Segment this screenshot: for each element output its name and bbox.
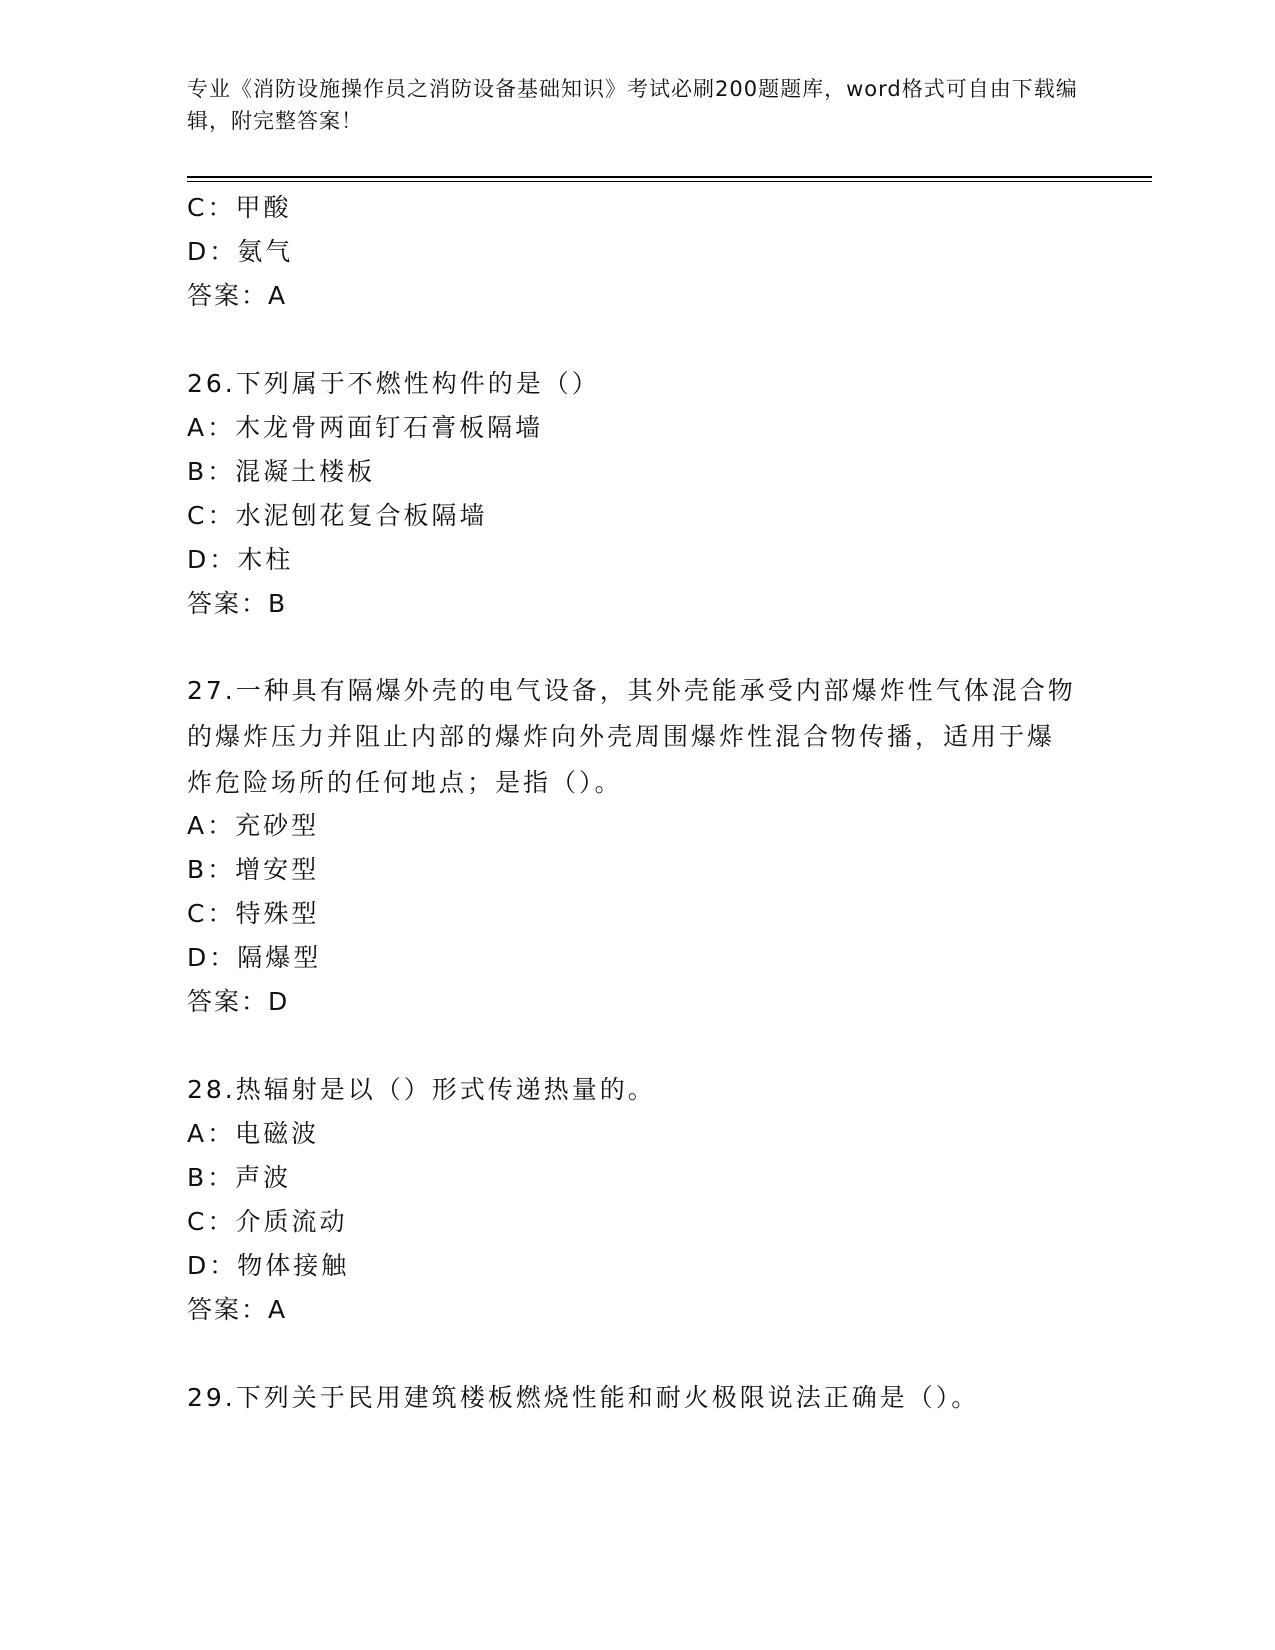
q25-option-c: C：甲酸 [187, 193, 292, 222]
q26-stem: 26.下列属于不燃性构件的是（） [187, 369, 600, 398]
q26-option-c: C：水泥刨花复合板隔墙 [187, 501, 488, 530]
header-rule-thick [187, 176, 1152, 178]
q25-option-d: D：氨气 [187, 237, 294, 266]
q27-option-c: C：特殊型 [187, 899, 320, 928]
q28-stem: 28.热辐射是以（）形式传递热量的。 [187, 1075, 656, 1104]
page-header: 专业《消防设施操作员之消防设备基础知识》考试必刷200题题库，word格式可自由下载编辑，附完整答案！ [187, 77, 1078, 133]
q27-stem: 27.一种具有隔爆外壳的电气设备，其外壳能承受内部爆炸性气体混合物的爆炸压力并阻止内部的爆炸向外壳周围爆炸性混合物传播，适用于爆炸危险场所的任何地点；是指（）。 [187, 676, 1076, 797]
q27-option-a: A：充砂型 [187, 811, 320, 840]
q26-option-b: B：混凝土楼板 [187, 457, 376, 486]
q27-answer: 答案：D [187, 987, 290, 1016]
q28-answer: 答案：A [187, 1295, 288, 1324]
q28-option-a: A：电磁波 [187, 1119, 320, 1148]
q27-option-d: D：隔爆型 [187, 943, 322, 972]
q29-stem: 29.下列关于民用建筑楼板燃烧性能和耐火极限说法正确是（）。 [187, 1383, 980, 1412]
q28-option-c: C：介质流动 [187, 1207, 348, 1236]
q27-option-b: B：增安型 [187, 855, 320, 884]
q28-option-b: B：声波 [187, 1163, 292, 1192]
header-rule-thin [187, 181, 1152, 182]
q26-option-a: A：木龙骨两面钉石膏板隔墙 [187, 413, 544, 442]
q26-option-d: D：木柱 [187, 545, 294, 574]
q25-answer: 答案：A [187, 281, 288, 310]
q26-answer: 答案：B [187, 589, 288, 618]
q28-option-d: D：物体接触 [187, 1251, 350, 1280]
